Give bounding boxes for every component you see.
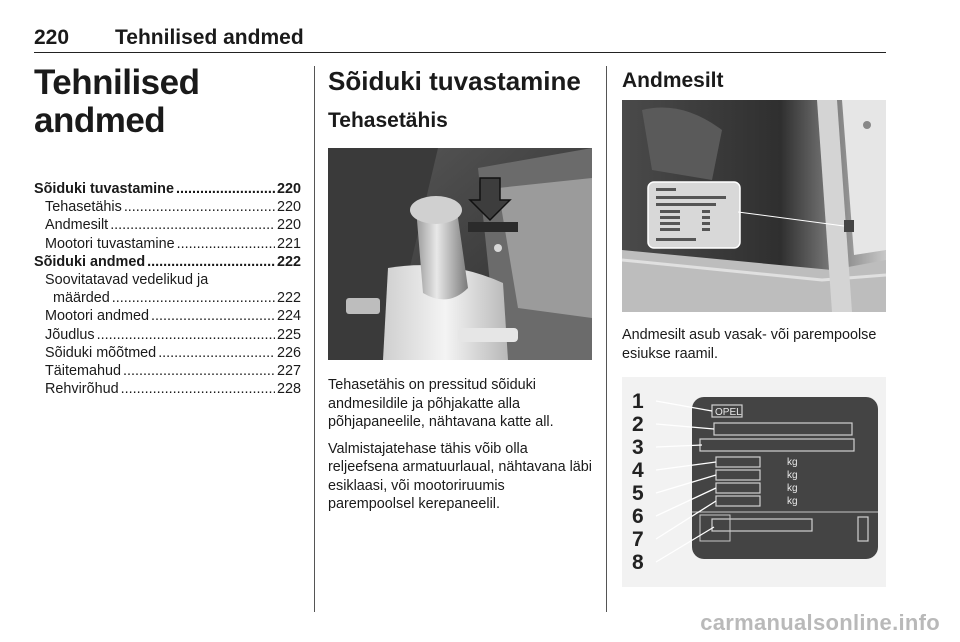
toc-item[interactable]: [34, 362, 301, 380]
toc-item[interactable]: [34, 235, 301, 253]
door-frame-illustration: [622, 100, 886, 312]
subsection-title: Andmesilt: [622, 69, 724, 92]
toc-label: Rehvirõhud: [45, 381, 119, 398]
table-of-contents: [34, 180, 301, 398]
callout-number: 7: [632, 528, 644, 551]
toc-page: 221: [276, 235, 301, 252]
toc-page: 226: [276, 344, 301, 361]
callout-number: 2: [632, 413, 644, 436]
callout-number: 3: [632, 436, 644, 459]
chapter-title: Tehnilised andmed: [34, 63, 200, 140]
plate-brand: OPEL: [715, 407, 742, 418]
column-divider: [314, 66, 315, 612]
toc-page: 220: [276, 217, 301, 234]
toc-label: Andmesilt: [45, 217, 109, 234]
toc-column: [34, 64, 301, 398]
toc-item[interactable]: [34, 180, 301, 198]
toc-page: 224: [276, 308, 301, 325]
toc-page: 220: [276, 199, 301, 216]
toc-item[interactable]: [34, 307, 301, 325]
paragraph: Valmistajatehase tähis võib olla reljeefsena armatuurlaual, nähtavana läbi esiklaasi, või mootoriruumis parempoolsel kerepaneelil.: [328, 440, 592, 512]
watermark: carmanualsonline.info: [700, 610, 940, 635]
toc-label: määrded: [53, 290, 110, 307]
toc-item[interactable]: [34, 326, 301, 344]
vin-location-photo: [328, 148, 592, 360]
toc-item[interactable]: [34, 216, 301, 234]
column-divider: [606, 66, 607, 612]
toc-page: 225: [276, 326, 301, 343]
page-header: [34, 26, 886, 53]
toc-item[interactable]: [34, 253, 301, 271]
toc-label: Täitemahud: [45, 363, 121, 380]
toc-item[interactable]: [34, 271, 301, 307]
callout-number: 5: [632, 482, 644, 505]
toc-item[interactable]: [34, 198, 301, 216]
toc-page: 228: [276, 381, 301, 398]
plate-unit: kg: [787, 457, 798, 468]
toc-label: Sõiduki tuvastamine: [34, 181, 174, 197]
page-number: 220: [34, 26, 70, 49]
callout-number: 4: [632, 459, 644, 482]
toc-page: 227: [276, 363, 301, 380]
gear-shift-illustration: [328, 148, 592, 360]
plate-unit: kg: [787, 470, 798, 481]
toc-label: Soovitatavad vedelikud ja: [45, 272, 209, 289]
plate-unit: kg: [787, 483, 798, 494]
data-plate-column: [622, 64, 886, 587]
toc-page: 222: [276, 253, 301, 270]
toc-item[interactable]: [34, 380, 301, 398]
toc-label: Tehasetähis: [45, 199, 122, 216]
section-title: Sõiduki tuvastamine: [328, 66, 581, 96]
toc-label: Jõudlus: [45, 326, 95, 343]
callout-number: 8: [632, 551, 644, 574]
door-frame-photo: [622, 100, 886, 312]
callout-number: 6: [632, 505, 644, 528]
vin-column: [328, 64, 592, 522]
paragraph: Andmesilt asub vasak- või parempoolse esiukse raamil.: [622, 327, 877, 362]
toc-label: Sõiduki mõõtmed: [45, 344, 157, 361]
toc-page: 222: [276, 290, 301, 307]
data-plate-diagram: [622, 377, 886, 587]
toc-label: Sõiduki andmed: [34, 253, 146, 270]
toc-item[interactable]: [34, 344, 301, 362]
paragraph: Tehasetähis on pressitud sõiduki andmesildile ja põhjakatte alla põhjapaneelile, nähtavana katte all.: [328, 377, 554, 430]
running-title: Tehnilised andmed: [115, 26, 304, 49]
toc-page: 220: [276, 181, 301, 197]
data-plate-svg: [622, 377, 886, 587]
subsection-title: Tehasetähis: [328, 109, 448, 132]
toc-label: Mootori tuvastamine: [45, 235, 175, 252]
toc-label: Mootori andmed: [45, 308, 149, 325]
plate-unit: kg: [787, 496, 798, 507]
callout-number: 1: [632, 390, 644, 413]
